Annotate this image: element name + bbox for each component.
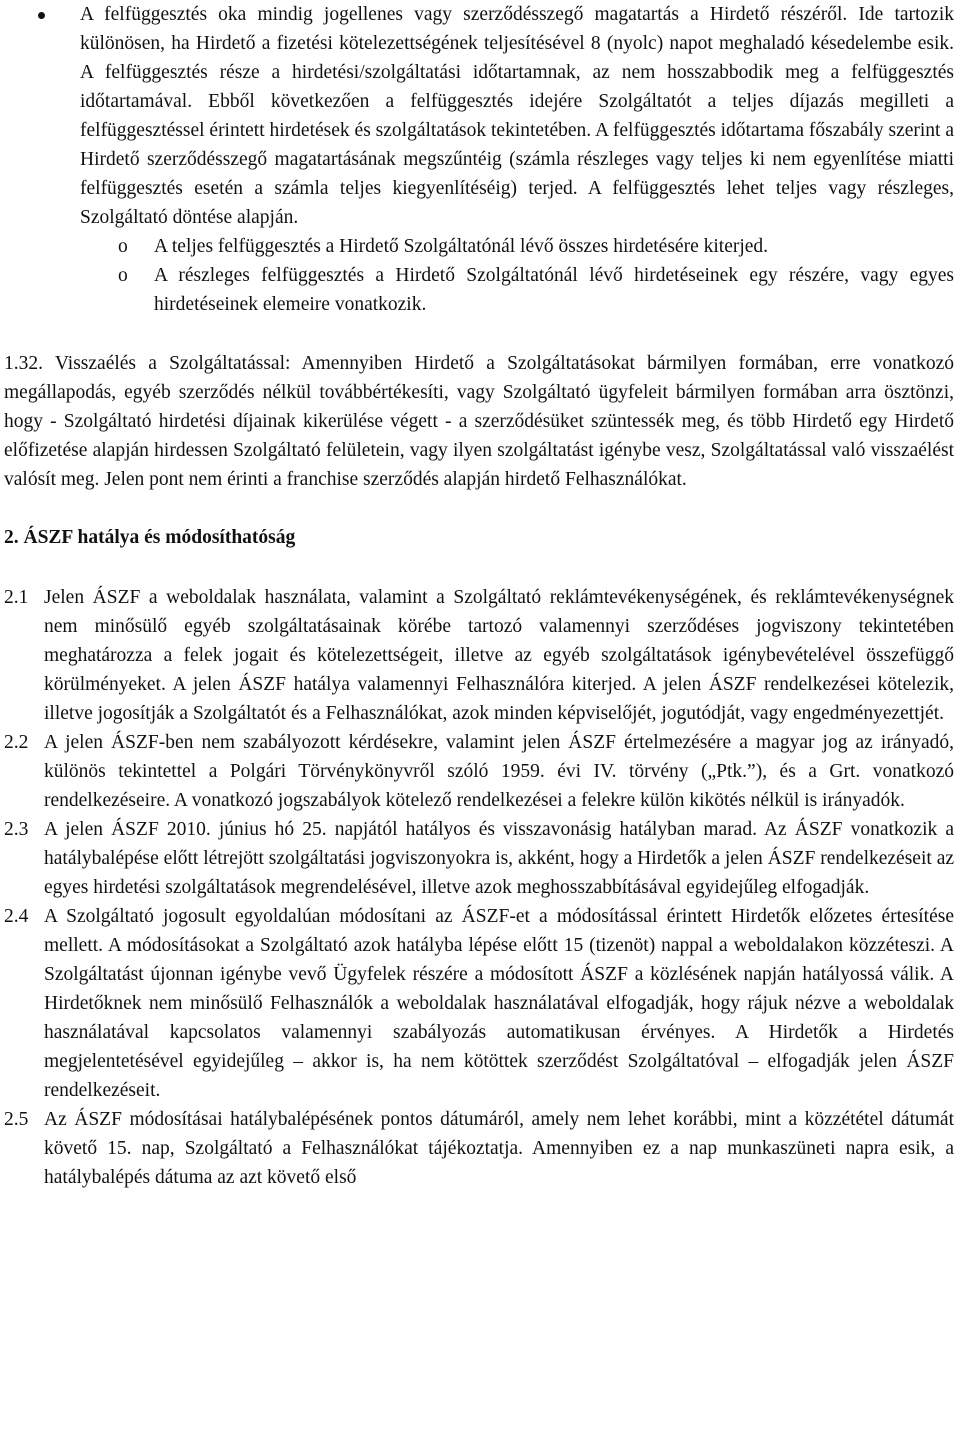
section-number: 1.32. xyxy=(4,353,43,374)
sub-item-text: A teljes felfüggesztés a Hirdető Szolgáltatónál lévő összes hirdetésére kiterjed. xyxy=(154,236,769,257)
numbered-item xyxy=(0,815,960,902)
section-heading: 2. ÁSZF hatálya és módosíthatóság xyxy=(4,527,296,548)
item-number: 2.3 xyxy=(4,819,29,840)
item-text: Jelen ÁSZF a weboldalak használata, valamint a Szolgáltató reklámtevékenységének, és reklámtevékenységnek nem minősülő egyéb szolgáltatásainak körébe tartozó valamennyi szerződéses jogviszony tekintetében meghatározza a felek jogait és kötelezettségeit, illetve az egyéb szolgáltatások igénybevételével összefüggő körülményeket. A jelen ÁSZF hatálya valamennyi Felhasználóra kiterjed. A jelen ÁSZF rendelkezései kötelezik, illetve jogosítják a Szolgáltatót és a Felhasználókat, azok minden képviselőjét, jogutódját, vagy engedményezettjét. xyxy=(44,587,954,724)
section-1-32 xyxy=(0,349,960,494)
item-number: 2.4 xyxy=(4,906,29,927)
sub-list-item xyxy=(0,261,960,319)
bullet-icon xyxy=(38,12,45,19)
item-number: 2.5 xyxy=(4,1109,29,1130)
sub-list-item xyxy=(0,232,960,261)
item-text: A jelen ÁSZF-ben nem szabályozott kérdésekre, valamint jelen ÁSZF értelmezésére a magyar jog az irányadó, különös tekintettel a Polgári Törvénykönyvről szóló 1959. évi IV. törvény („Ptk.”), és a Grt. vonatkozó rendelkezéseire. A vonatkozó jogszabályok kötelező rendelkezései a felekre külön kikötés nélkül is irányadók. xyxy=(44,732,954,811)
item-text: Az ÁSZF módosításai hatálybalépésének pontos dátumáról, amely nem lehet korábbi, mint a közzététel dátumát követő 15. nap, Szolgáltató a Felhasználókat tájékoztatja. Amennyiben ez a nap munkaszüneti napra esik, a hatálybalépés dátuma az azt követő első xyxy=(44,1109,954,1188)
item-text: A jelen ÁSZF 2010. június hó 25. napjától hatályos és visszavonásig hatályban marad. Az ÁSZF vonatkozik a hatálybalépése előtt létrejött szolgáltatási jogviszonyokra is, akként, hogy a Hirdetők a jelen ÁSZF rendelkezéseit az egyes hirdetési szolgáltatások megrendelésével, illetve azok meghosszabbításával egyidejűleg elfogadják. xyxy=(44,819,954,898)
numbered-item xyxy=(0,902,960,1105)
item-text: A Szolgáltató jogosult egyoldalúan módosítani az ÁSZF-et a módosítással érintett Hirdetők előzetes értesítése mellett. A módosításokat a Szolgáltató azok hatályba lépése előtt 15 (tizenöt) nappal a weboldalakon közzéteszi. A Szolgáltatást újonnan igénybe vevő Ügyfelek részére a módosított ÁSZF a közlésének napján hatályossá válik. A Hirdetőknek nem minősülő Felhasználók a weboldalak használatával elfogadják, hogy rájuk nézve a weboldalak használatával kapcsolatos valamennyi szabályozás automatikusan érvényes. A Hirdetők a Hirdetés megjelentetésével egyidejűleg – akkor is, ha nem kötöttek szerződést Szolgáltatóval – elfogadják jelen ÁSZF rendelkezéseit. xyxy=(44,906,954,1101)
bullet-text: A felfüggesztés oka mindig jogellenes vagy szerződésszegő magatartás a Hirdető részéről. Ide tartozik különösen, ha Hirdető a fizetési kötelezettségének teljesítésével 8 (nyolc) napot meghaladó késedelembe esik. A felfüggesztés része a hirdetési/szolgáltatási időtartamnak, az nem hosszabbodik meg a felfüggesztés időtartamával. Ebből következően a felfüggesztés idejére Szolgáltatót a teljes díjazás megilleti a felfüggesztéssel érintett hirdetések és szolgáltatások tekintetében. A felfüggesztés időtartama főszabály szerint a Hirdető szerződésszegő magatartásának megszűntéig (számla részleges vagy teljes ki nem egyenlítése miatti felfüggesztés esetén a számla teljes kiegyenlítéséig) terjed. A felfüggesztés lehet teljes vagy részleges, Szolgáltató döntése alapján. xyxy=(80,4,954,228)
numbered-item xyxy=(0,583,960,728)
numbered-item xyxy=(0,728,960,815)
bullet-item xyxy=(0,0,960,232)
item-number: 2.1 xyxy=(4,587,29,608)
sub-item-text: A részleges felfüggesztés a Hirdető Szolgáltatónál lévő hirdetéseinek egy részére, vagy egyes hirdetéseinek elemeire vonatkozik. xyxy=(154,265,954,315)
section-1-32-text xyxy=(4,349,954,494)
sub-bullet-marker: o xyxy=(118,265,128,286)
section-body: Visszaélés a Szolgáltatással: Amennyiben Hirdető a Szolgáltatásokat bármilyen formában, erre vonatkozó megállapodás, egyéb szerződés nélkül továbbértékesíti, vagy Szolgáltató ügyfeleit bármilyen formában arra ösztönzi, hogy - Szolgáltató hirdetési díjainak kikerülése végett - a szerződésüket szüntessék meg, és több Hirdető egy Hirdető előfizetése alapján hirdessen Szolgáltató felületein, vagy ilyen szolgáltatást igénybe vesz, Szolgáltatással való visszaélést valósít meg. Jelen pont nem érinti a franchise szerződés alapján hirdető Felhasználókat. xyxy=(4,353,954,490)
item-number: 2.2 xyxy=(4,732,29,753)
numbered-item xyxy=(0,1105,960,1192)
sub-bullet-marker: o xyxy=(118,236,128,257)
